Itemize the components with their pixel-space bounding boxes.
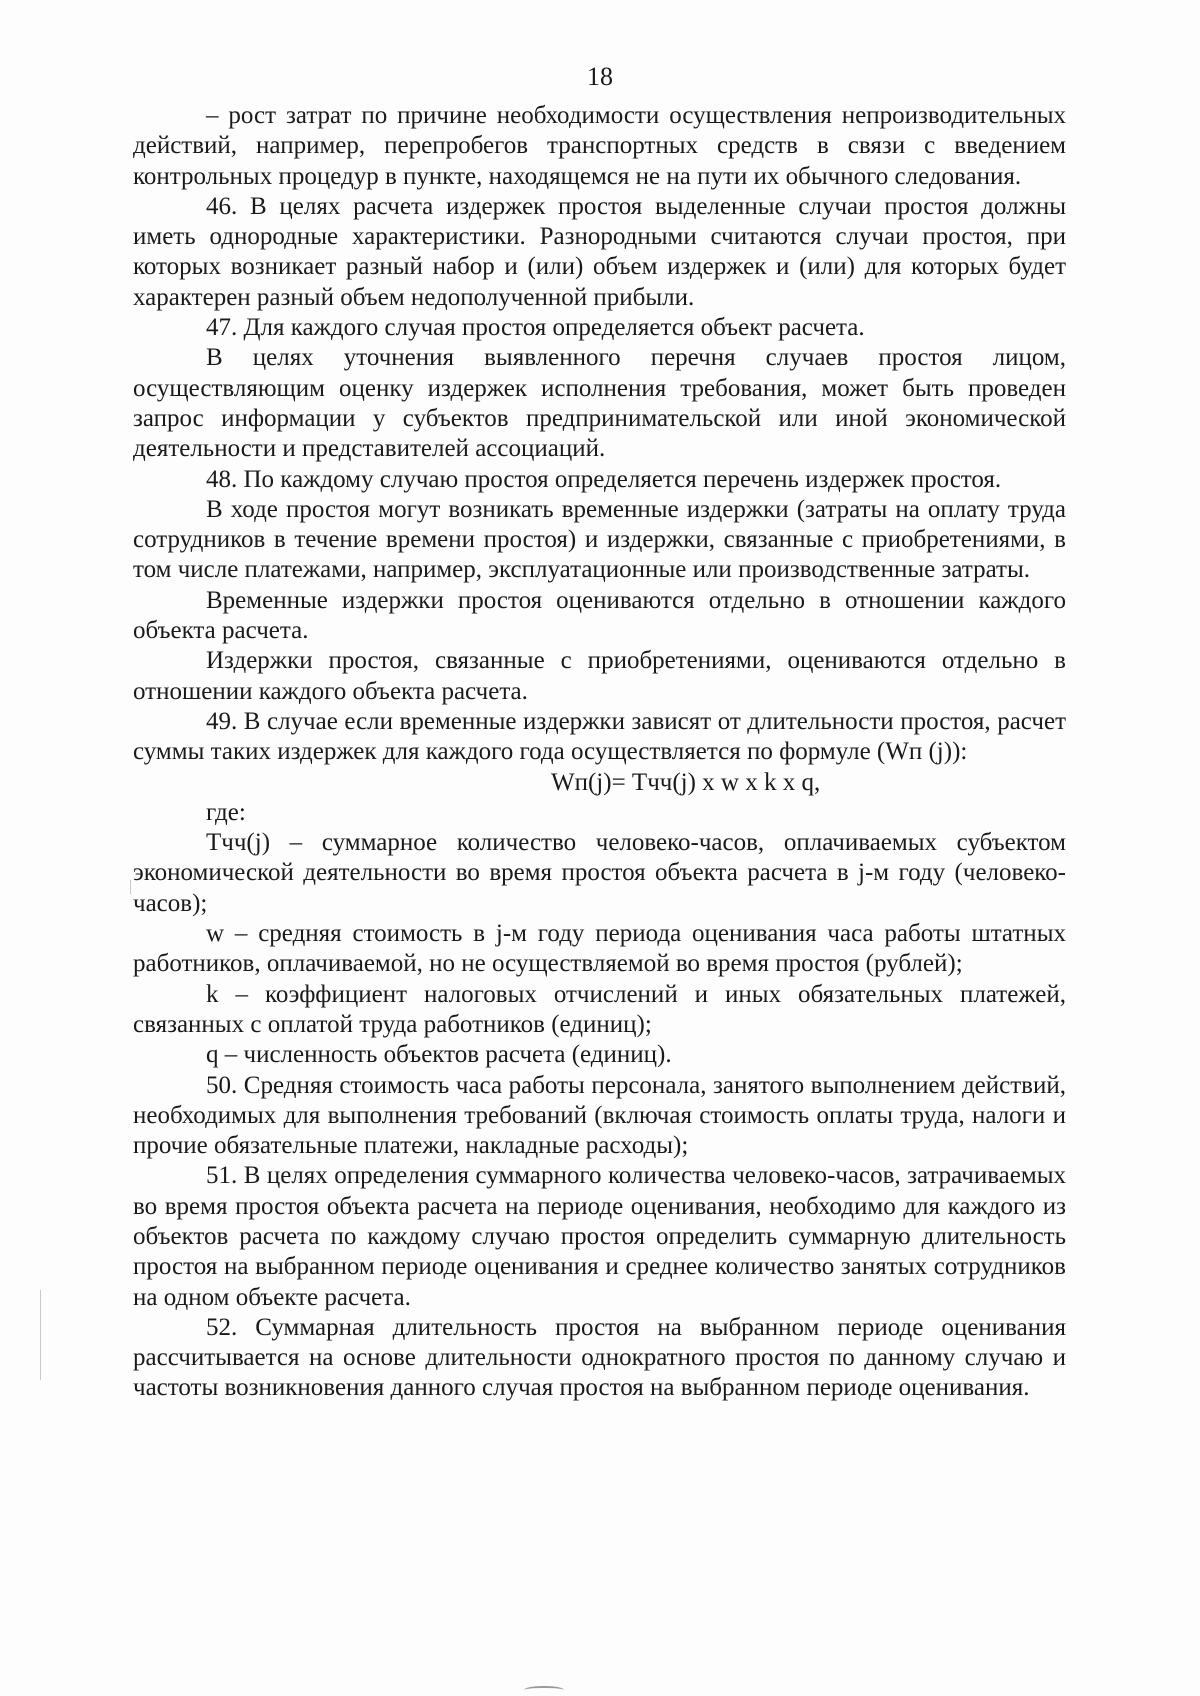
definition-tchch: Tчч(j) – суммарное количество человеко-часов, оплачиваемых субъектом экономической деятельности во время простоя объекта расчета в j-м году (человеко-часов); — [133, 829, 1066, 917]
paragraph-51: 51. В целях определения суммарного количества человеко-часов, затрачиваемых во время простоя объекта расчета на периоде оценивания, необходимо для каждого из объектов расчета по каждому случаю простоя определить суммарную длительность простоя на выбранном периоде оценивания и среднее количество занятых сотрудников на одном объекте расчета. — [133, 1162, 1066, 1311]
paragraph-48: 48. По каждому случаю простоя определяется перечень издержек простоя. — [206, 465, 1002, 493]
definition-q: q – численность объектов расчета (единиц). — [206, 1041, 672, 1069]
definition-k: k – коэффициент налоговых отчислений и иных обязательных платежей, связанных с оплатой труда работников (единиц); — [133, 980, 1066, 1038]
paragraph-47-clarification: В целях уточнения выявленного перечня случаев простоя лицом, осуществляющим оценку издержек исполнения требования, может быть проведен запрос информации у субъектов предпринимательской или иной экономической деятельности и представителей ассоциаций. — [133, 344, 1066, 463]
scan-bottom-mark — [524, 1686, 564, 1694]
definition-w: w – средняя стоимость в j-м году периода оценивания часа работы штатных работников, оплачиваемой, но не осуществляемой во время простоя (рублей); — [133, 920, 1066, 978]
paragraph-46: 46. В целях расчета издержек простоя выделенные случаи простоя должны иметь однородные характеристики. Разнородными считаются случаи простоя, при которых возникает разный набор и (или) объем издержек и (или) для которых будет характерен разный объем недополученной прибыли. — [133, 192, 1066, 311]
document-body — [133, 101, 1066, 1404]
formula: Wп(j)= Tчч(j) x w x k x q, — [551, 768, 821, 796]
scan-edge-mark-left-upper — [130, 880, 131, 894]
paragraph-acquisition-costs: Издержки простоя, связанные с приобретениями, оцениваются отдельно в отношении каждого объекта расчета. — [133, 647, 1066, 705]
paragraph-48-costs: В ходе простоя могут возникать временные издержки (затраты на оплату труда сотрудников в течение времени простоя) и издержки, связанные с приобретениями, в том числе платежами, например, эксплуатационные или производственные затраты. — [133, 495, 1066, 584]
paragraph-47: 47. Для каждого случая простоя определяется объект расчета. — [206, 314, 865, 342]
paragraph-52: 52. Суммарная длительность простоя на выбранном периоде оценивания рассчитывается на основе длительности однократного простоя по данному случаю и частоты возникновения данного случая простоя на выбранном периоде оценивания. — [133, 1313, 1066, 1402]
paragraph-49: 49. В случае если временные издержки зависят от длительности простоя, расчет суммы таких издержек для каждого года осуществляется по формуле (Wп (j)): — [133, 707, 1066, 766]
paragraph-temporary-costs: Временные издержки простоя оцениваются отдельно в отношении каждого объекта расчета. — [133, 586, 1066, 645]
scan-edge-mark-left — [40, 1290, 41, 1380]
paragraph-where: где: — [206, 798, 246, 826]
paragraph-50: 50. Средняя стоимость часа работы персонала, занятого выполнением действий, необходимых для выполнения требований (включая стоимость оплаты труда, налоги и прочие обязательные платежи, накладные расходы); — [133, 1071, 1066, 1160]
page-number: 18 — [587, 62, 613, 91]
paragraph-cost-growth: – рост затрат по причине необходимости осуществления непроизводительных действий, например, перепробегов транспортных средств в связи с введением контрольных процедур в пункте, находящемся не на пути их обычного следования. — [133, 102, 1066, 190]
